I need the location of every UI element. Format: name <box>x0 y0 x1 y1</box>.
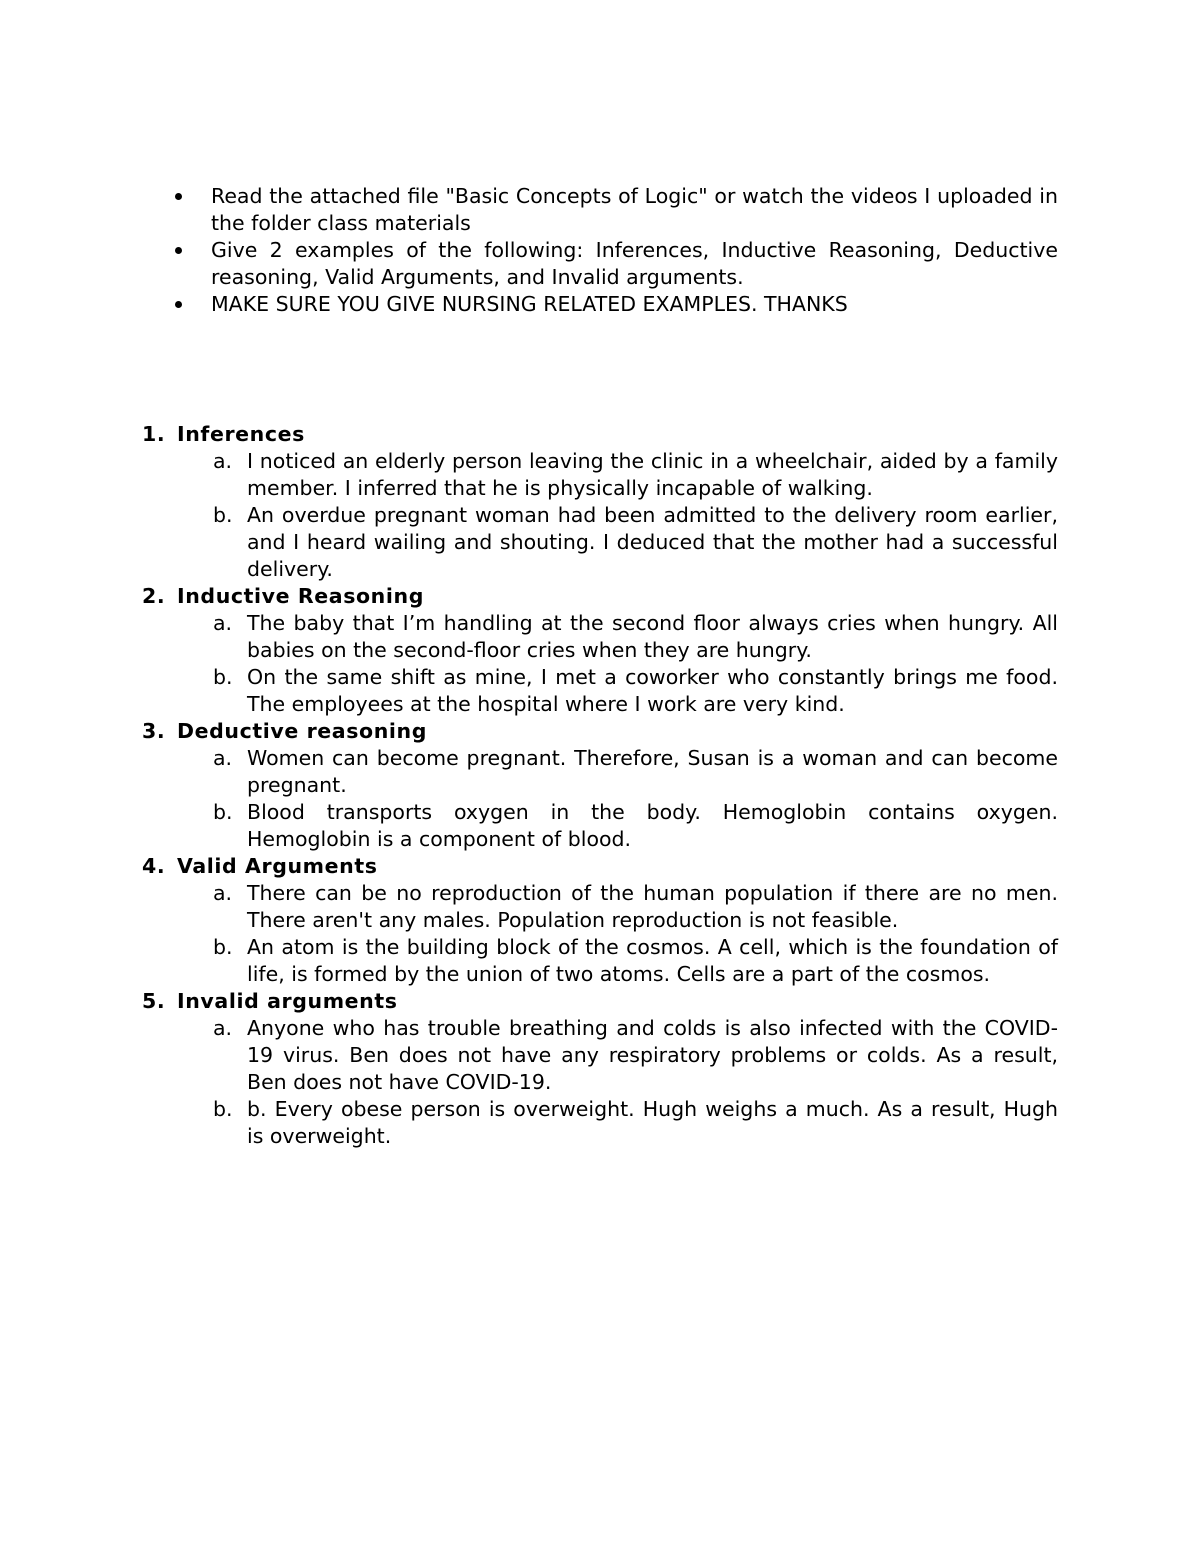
example-item <box>140 934 1058 988</box>
example-list <box>140 448 1058 583</box>
example-letter: a. <box>213 1016 233 1040</box>
section-number: 5. <box>142 989 166 1013</box>
bullet-icon <box>175 301 182 308</box>
section-inferences <box>140 421 1058 583</box>
example-letter: a. <box>213 611 233 635</box>
bullet-icon <box>175 247 182 254</box>
example-text: Women can become pregnant. Therefore, Susan is a woman and can become pregnant. <box>247 746 1058 797</box>
section-number: 4. <box>142 854 166 878</box>
section-number: 2. <box>142 584 166 608</box>
example-item <box>140 1096 1058 1150</box>
section-number: 1. <box>142 422 166 446</box>
instruction-item <box>170 237 1058 291</box>
example-text: An atom is the building block of the cosmos. A cell, which is the foundation of life, is formed by the union of two atoms. Cells are a part of the cosmos. <box>247 935 1058 986</box>
section-heading <box>140 853 1058 880</box>
example-letter: a. <box>213 746 233 770</box>
instruction-item <box>170 183 1058 237</box>
example-list <box>140 610 1058 718</box>
section-number: 3. <box>142 719 166 743</box>
section-heading <box>140 583 1058 610</box>
example-text: The baby that I’m handling at the second floor always cries when hungry. All babies on the second-floor cries when they are hungry. <box>247 611 1058 662</box>
example-text: Anyone who has trouble breathing and colds is also infected with the COVID-19 virus. Ben does not have any respiratory problems or colds. As a result, Ben does not have COVID-19. <box>247 1016 1058 1094</box>
example-text: There can be no reproduction of the human population if there are no men. There aren't any males. Population reproduction is not feasible. <box>247 881 1058 932</box>
example-letter: b. <box>213 800 233 824</box>
example-item <box>140 799 1058 853</box>
example-item <box>140 448 1058 502</box>
example-letter: b. <box>213 1097 233 1121</box>
section-title: Valid Arguments <box>177 854 378 878</box>
example-text: I noticed an elderly person leaving the clinic in a wheelchair, aided by a family member. I inferred that he is physically incapable of walking. <box>247 449 1058 500</box>
example-item <box>140 610 1058 664</box>
section-title: Inferences <box>177 422 305 446</box>
instruction-text: Read the attached file "Basic Concepts of Logic" or watch the videos I uploaded in the folder class materials <box>211 184 1058 235</box>
section-inductive-reasoning <box>140 583 1058 718</box>
example-text: An overdue pregnant woman had been admitted to the delivery room earlier, and I heard wailing and shouting. I deduced that the mother had a successful delivery. <box>247 503 1058 581</box>
section-valid-arguments <box>140 853 1058 988</box>
instruction-item <box>170 291 1058 318</box>
example-list <box>140 1015 1058 1150</box>
example-letter: b. <box>213 665 233 689</box>
example-item <box>140 664 1058 718</box>
example-item <box>140 502 1058 583</box>
answer-list <box>140 421 1058 1150</box>
example-letter: b. <box>213 935 233 959</box>
example-list <box>140 745 1058 853</box>
example-text: On the same shift as mine, I met a coworker who constantly brings me food. The employees at the hospital where I work are very kind. <box>247 665 1058 716</box>
example-letter: b. <box>213 503 233 527</box>
section-title: Deductive reasoning <box>177 719 427 743</box>
instruction-text: MAKE SURE YOU GIVE NURSING RELATED EXAMPLES. THANKS <box>211 292 848 316</box>
example-text: Blood transports oxygen in the body. Hemoglobin contains oxygen. Hemoglobin is a component of blood. <box>247 800 1058 851</box>
example-text: b. Every obese person is overweight. Hugh weighs a much. As a result, Hugh is overweight. <box>247 1097 1058 1148</box>
instruction-text: Give 2 examples of the following: Inferences, Inductive Reasoning, Deductive reasoning, Valid Arguments, and Invalid arguments. <box>211 238 1058 289</box>
section-title: Invalid arguments <box>177 989 398 1013</box>
bullet-icon <box>175 193 182 200</box>
section-heading <box>140 718 1058 745</box>
instruction-list <box>170 183 1058 318</box>
example-letter: a. <box>213 881 233 905</box>
example-item <box>140 745 1058 799</box>
example-item <box>140 1015 1058 1096</box>
section-deductive-reasoning <box>140 718 1058 853</box>
section-heading <box>140 988 1058 1015</box>
section-heading <box>140 421 1058 448</box>
example-item <box>140 880 1058 934</box>
section-title: Inductive Reasoning <box>177 584 424 608</box>
example-letter: a. <box>213 449 233 473</box>
example-list <box>140 880 1058 988</box>
section-invalid-arguments <box>140 988 1058 1150</box>
